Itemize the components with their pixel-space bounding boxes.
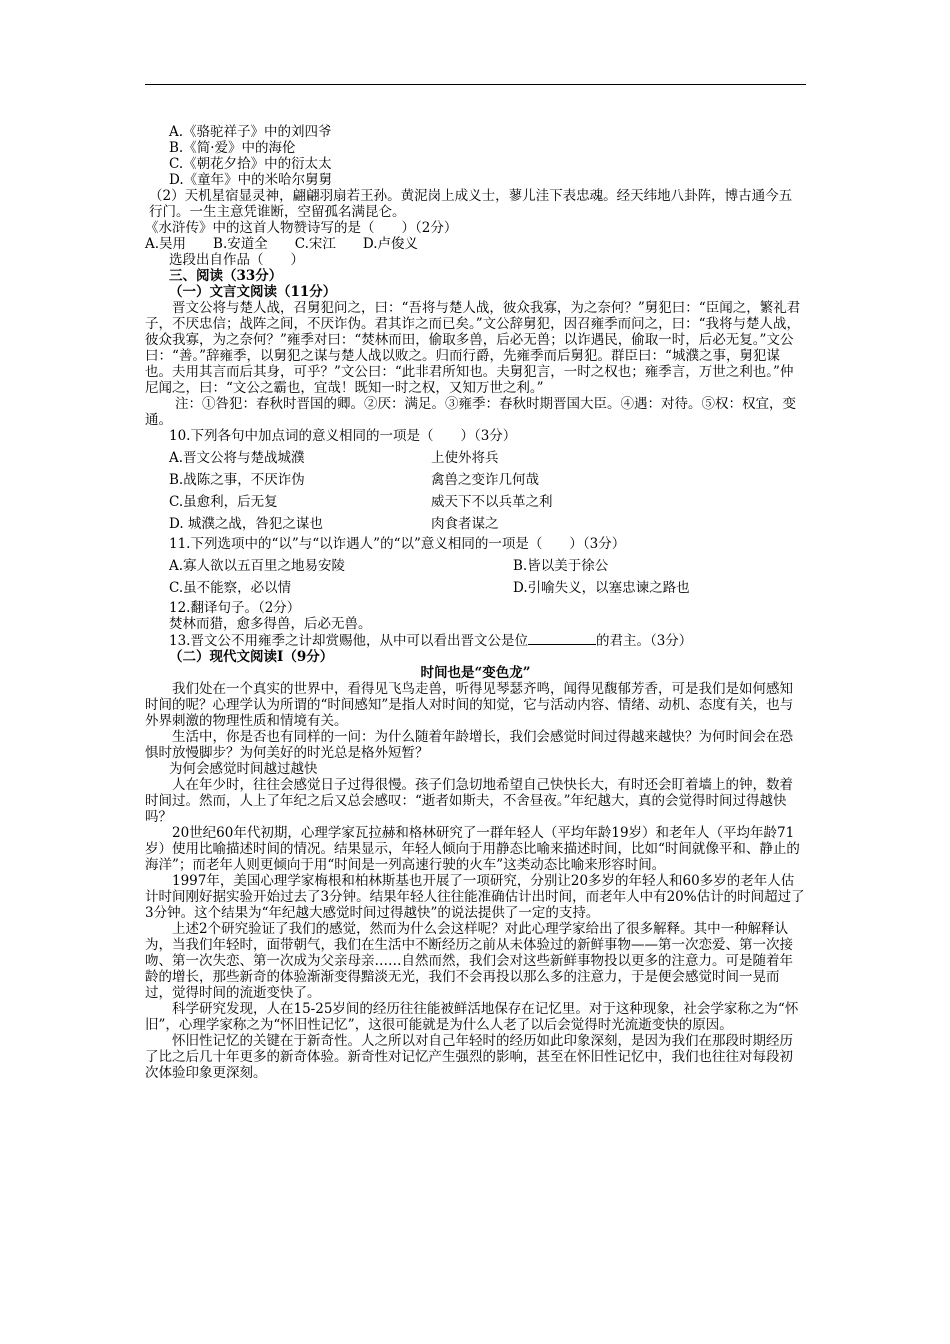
- article-title: 时间也是“变色龙”: [420, 665, 531, 681]
- q11-option-right: B.皆以美于徐公: [513, 558, 609, 574]
- article-paragraph: 生活中，你是否也有同样的一问：为什么随着年龄增长，我们会感觉时间过得越来越快？为何时间会在恐惧时放慢脚步？为何美好的时光总是格外短暂？: [145, 729, 793, 761]
- source-question: 选段出自作品（ ）: [169, 252, 304, 268]
- section-reading-heading: 三、阅读（33分）: [169, 268, 283, 284]
- passage-notes: 注：①咎犯：春秋时晋国的卿。②厌：满足。③雍季：春秋时期晋国大臣。④遇：对待。⑤权：权宜，变通。: [145, 396, 796, 428]
- article-paragraph: 怀旧性记忆的关键在于新奇性。人之所以对自己年轻时的经历如此印象深刻，是因为我们在那段时期经历了比之后几十年更多的新奇体验。新奇性对记忆产生强烈的影响，甚至在怀旧性记忆中，我们也往往对每段初次体验印象更深刻。: [145, 1033, 793, 1081]
- exam-page: [145, 124, 806, 1081]
- option-a: A.《骆驼祥子》中的刘四爷: [169, 124, 332, 140]
- q10-option-left: B.战陈之事，不厌诈伪: [169, 472, 305, 488]
- article-paragraph: 科学研究发现，人在15-25岁间的经历往往能被鲜活地保存在记忆里。对于这种现象，社会学家称之为“怀旧”，心理学家称之为“怀旧性记忆”，这很可能就是为什么人老了以后会觉得时光流逝变快的原因。: [145, 1001, 799, 1033]
- q11-option-left: A.寡人欲以五百里之地易安陵: [169, 558, 346, 574]
- poem-question-prompt: 《水浒传》中的这首人物赞诗写的是（ ）（2分）: [145, 220, 458, 236]
- article-paragraph: 人在年少时，往往会感觉日子过得很慢。孩子们急切地希望自己快快长大，有时还会盯着墙上的钟，数着时间过。然而，人上了年纪之后又总会感叹：“逝者如斯夫，不舍昼夜。”年纪越大，真的会觉得时间过得越快吗？: [145, 777, 793, 825]
- article-subheading: 为何会感觉时间越过越快: [169, 761, 318, 777]
- article-paragraph: 1997年，美国心理学家梅根和柏林斯基也开展了一项研究，分别让20多岁的年轻人和60多岁的老年人估计时间刚好据实验开始过去了3分钟。结果年轻人往往能准确估计出时间，而老年人中有20%估计的时间超过了3分钟。这个结果为“年纪越大感觉时间过得越快”的说法提供了一定的支持。: [145, 873, 805, 921]
- question-11: 11.下列选项中的“以”与“以诈遇人”的“以”意义相同的一项是（ ）（3分）: [169, 536, 626, 552]
- article-paragraph: 我们处在一个真实的世界中，看得见飞鸟走兽，听得见琴瑟齐鸣，闻得见馥郁芳香，可是我们是如何感知时间的呢？心理学认为所谓的“时间感知”是指人对时间的知觉，它与活动内容、情绪、动机、态度有关，也与外界刺激的物理性质和情境有关。: [145, 681, 794, 729]
- q10-row-a: [145, 444, 806, 466]
- question-13: [145, 632, 806, 649]
- q10-option-left: A.晋文公将与楚战城濮: [169, 450, 305, 466]
- q11-row-2: [145, 574, 806, 596]
- q10-option-left: C.虽愈利，后无复: [169, 494, 278, 510]
- question-10: 10.下列各句中加点词的意义相同的一项是（ ）（3分）: [169, 428, 517, 444]
- option-c: C.《朝花夕拾》中的衍太太: [169, 156, 332, 172]
- q10-option-left: D. 城濮之战，咎犯之谋也: [169, 516, 323, 532]
- option-d: D.《童年》中的米哈尔舅舅: [169, 172, 333, 188]
- q10-option-right: 禽兽之变诈几何哉: [431, 472, 539, 488]
- q10-row-d: [145, 510, 806, 532]
- q13-text-after: 的君主。（3分）: [595, 633, 693, 649]
- header-rule: [145, 84, 806, 85]
- classical-passage: 晋文公将与楚人战，召舅犯问之，曰：“吾将与楚人战，彼众我寡，为之奈何？”舅犯曰：“臣闻之，繁礼君子，不厌忠信；战阵之间，不厌诈伪。君其诈之而已矣。”文公辞舅犯，因召雍季而问之，曰：“我将与楚人战，彼众我寡，为之奈何？”雍季对曰：“焚林而田，偷取多兽，后必无兽；以诈遇民，偷取一时，后必无复。”文公曰：“善。”辞雍季，以舅犯之谋与楚人战以败之。归而行爵，先雍季而后舅犯。群臣曰：“城濮之事，舅犯谋也。夫用其言而后其身，可乎？”文公曰：“此非君所知也。夫舅犯言，一时之权也；雍季言，万世之利也。”仲尼闻之，曰：“文公之霸也，宜哉！既知一时之权，又知万世之利。”: [145, 300, 801, 396]
- q10-row-c: [145, 488, 806, 510]
- article-paragraph: 20世纪60年代初期，心理学家瓦拉赫和格林研究了一群年轻人（平均年龄19岁）和老年人（平均年龄71岁）使用比喻描述时间的情况。结果显示，年轻人倾向于用静态比喻来描述时间，比如“时间就像平和、静止的海洋”；而老年人则更倾向于用“时间是一列高速行驶的火车”这类动态比喻来形容时间。: [145, 825, 800, 873]
- q11-option-right: D.引喻失义，以塞忠谏之路也: [513, 580, 690, 596]
- poem-question-options: A.吴用 B.安道全 C.宋江 D.卢俊义: [145, 236, 419, 252]
- option-b: B.《简·爱》中的海伦: [169, 140, 296, 156]
- classical-reading-heading: （一）文言文阅读（11分）: [169, 284, 337, 300]
- q12-sentence: 焚林而猎，愈多得兽，后必无兽。: [169, 616, 372, 632]
- article-paragraph: 上述2个研究验证了我们的感觉，然而为什么会这样呢？对此心理学家给出了很多解释。其中一种解释认为，当我们年轻时，面带朝气，我们在生活中不断经历之前从未体验过的新鲜事物——第一次恋爱、第一次接吻、第一次失恋、第一次成为父亲母亲……自然而然，我们会对这些新鲜事物投以更多的注意力。可是随着年龄的增长，那些新奇的体验渐渐变得黯淡无光，我们不会再投以那么多的注意力，于是便会感觉时间一晃而过，觉得时间的流逝变快了。: [145, 921, 793, 1001]
- q10-option-right: 肉食者谋之: [431, 516, 499, 532]
- q13-text-before: 13.晋文公不用雍季之计却赏赐他，从中可以看出晋文公是位: [169, 633, 528, 649]
- q11-row-1: [145, 552, 806, 574]
- q10-row-b: [145, 466, 806, 488]
- poem-question-2: （2）天机星宿显灵神，翩翩羽扇若王孙。黄泥岗上成义士，蓼儿洼下表忠魂。经天纬地八卦阵，博古通今五行门。一生主意凭谁断，空留孤名满昆仑。: [149, 188, 793, 220]
- modern-reading-heading: （二）现代文阅读Ⅰ（9分）: [169, 649, 334, 665]
- q11-option-left: C.虽不能察，必以情: [169, 580, 292, 596]
- q13-answer-blank: [528, 632, 596, 645]
- q10-option-right: 威天下不以兵革之利: [431, 494, 553, 510]
- question-12: 12.翻译句子。（2分）: [169, 600, 301, 616]
- q10-option-right: 上使外将兵: [431, 450, 499, 466]
